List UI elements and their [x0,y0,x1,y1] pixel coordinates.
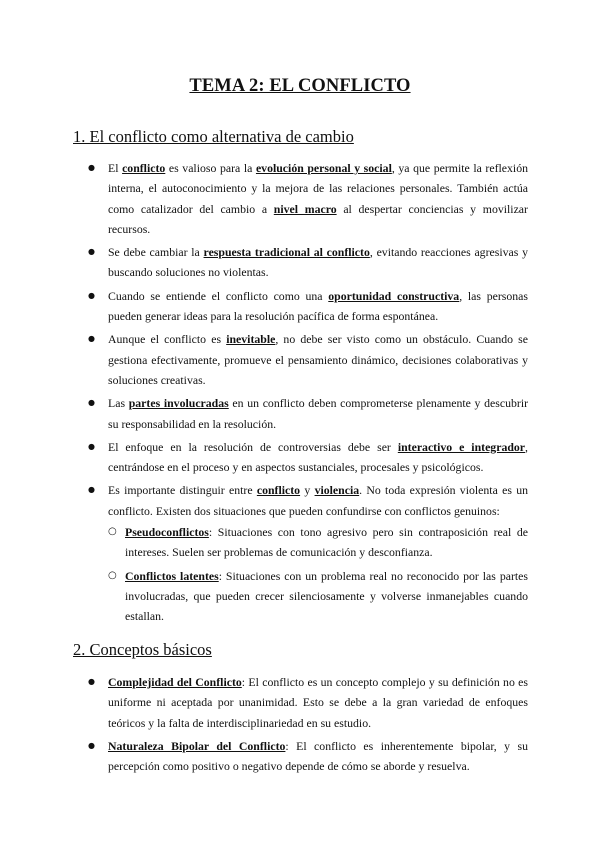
sub-list-item [108,522,528,563]
key-term: conflicto [122,161,166,175]
paragraph-text: Se debe cambiar la [108,245,204,260]
paragraph-text: : Situaciones con tono agresivo pero sin contraposición real de intereses. Suelen ser problemas de comunicación y desconfianza. [125,525,528,560]
paragraph-text: Es importante distinguir entre [108,483,257,498]
key-term: inevitable [226,332,276,347]
section-1-heading: 1. El conflicto como alternativa de cambio [73,127,354,146]
key-term: Pseudoconflictos [125,525,209,540]
paragraph-text: es valioso para la [165,161,256,175]
paragraph-text: : Situaciones con un problema real no reconocido por las partes involucradas, que pueden crecer silenciosamente y volverse inmanejables cuando estallan. [125,568,528,624]
list-item [88,158,528,239]
paragraph-text: , las personas pueden generar ideas para la resolución pacífica de forma espontánea. [108,288,528,324]
sub-list-item [108,566,528,627]
section-2-list [88,672,528,779]
key-term: interactivo e integrador [397,439,526,454]
list-item [88,393,528,434]
page-title: TEMA 2: EL CONFLICTO [189,76,411,96]
paragraph-text: : El conflicto es un concepto complejo y su definición no es uniforme ni aceptada por unanimidad. Esto se debe a la gran variedad de enfoques teóricos y la falta de interdisciplinariedad en su estudio. [108,675,528,730]
key-term: Complejidad del Conflicto [108,675,242,689]
paragraph-text: . No toda expresión violenta es un conflicto. Existen dos situaciones que pueden confundirse con conflictos genuinos: [108,483,528,518]
section-2-heading: 2. Conceptos básicos [73,640,212,659]
paragraph-text: Las [108,396,129,411]
list-item [88,672,528,733]
paragraph-text: Cuando se entiende el conflicto como una [108,288,329,303]
section-1-list [88,158,528,630]
paragraph-text: Aunque el conflicto es [108,332,227,347]
paragraph-text: , centrándose en el proceso y en aspectos sustanciales, procesales y psicológicos. [108,439,528,475]
key-term: oportunidad constructiva [328,288,460,303]
sub-list [108,522,528,626]
paragraph-text: , no debe ser visto como un obstáculo. Cuando se gestiona efectivamente, promueve el pensamiento dinámico, decisiones colaborativas y soluciones creativas. [108,332,529,387]
key-term: evolución personal y social [255,161,392,175]
paragraph-text: El enfoque en la resolución de controversias debe ser [108,439,398,454]
key-term: violencia [314,483,360,498]
list-item [88,736,528,777]
paragraph-text: El [108,161,123,175]
paragraph-text: al despertar conciencias y movilizar recursos. [108,201,528,236]
key-term: respuesta tradicional al conflicto [203,245,370,260]
paragraph-text: y [300,483,315,498]
list-item [88,286,528,327]
paragraph-text: : El conflicto es inherentemente bipolar, y su percepción como positivo o negativo depende de cómo se aborde y resuelva. [108,738,528,774]
list-item [88,437,528,478]
key-term: partes involucradas [128,396,229,411]
paragraph-text: , ya que permite la reflexión interna, el autoconocimiento y la mejora de las relaciones personales. También actúa como catalizador del cambio a [108,161,528,216]
paragraph-text: , evitando reacciones agresivas y buscando soluciones no violentas. [108,245,528,280]
list-item [88,480,528,626]
key-term: conflicto [256,483,301,498]
key-term: nivel macro [273,201,337,216]
paragraph-text: en un conflicto deben comprometerse plenamente y descubrir su responsabilidad en la resolución. [108,396,529,431]
key-term: Naturaleza Bipolar del Conflicto [108,738,286,753]
list-item [88,329,528,390]
list-item [88,242,528,283]
key-term: Conflictos latentes [125,568,219,583]
